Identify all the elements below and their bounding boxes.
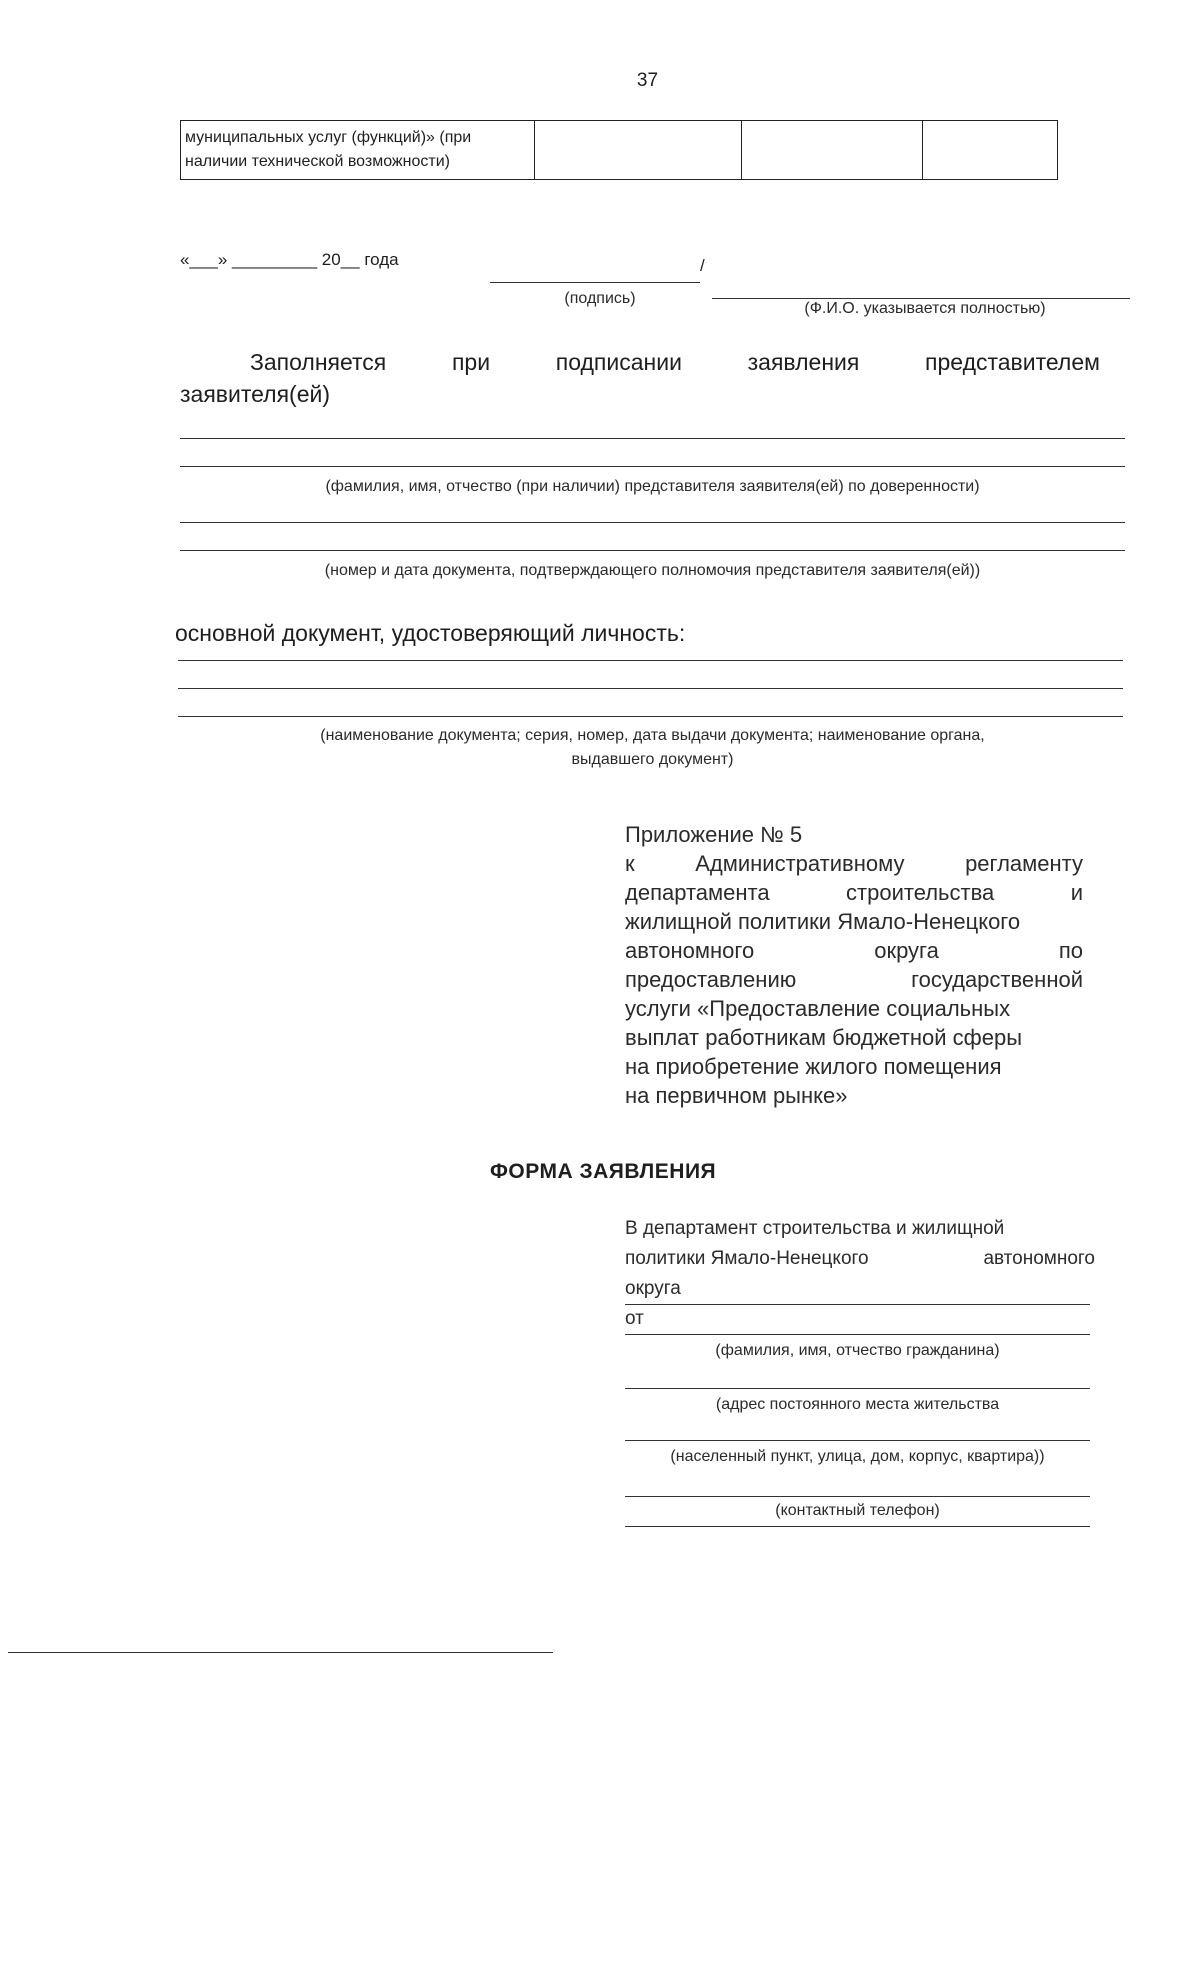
word: при: [451, 349, 491, 375]
table-fragment: [180, 120, 1058, 180]
word: Административному: [695, 851, 905, 876]
fill-line: [625, 1440, 1090, 1441]
annex-line: выплат работникам бюджетной сферы: [625, 1025, 1023, 1050]
addressee-line: [625, 1244, 1095, 1274]
id-doc-caption: [180, 724, 1125, 772]
fill-line: [178, 716, 1123, 717]
fio-line: [712, 298, 1130, 299]
word: политики Ямало-Ненецкого: [625, 1248, 869, 1269]
representative-intro-line2: заявителя(ей): [180, 381, 330, 407]
name-caption: (фамилия, имя, отчество гражданина): [715, 1342, 1000, 1359]
address-caption: (адрес постоянного места жительства: [715, 1396, 1000, 1413]
settlement-caption: (населенный пункт, улица, дом, корпус, квартира)): [670, 1448, 1045, 1465]
phone-caption: (контактный телефон): [775, 1502, 940, 1519]
annex-line: жилищной политики Ямало-Ненецкого: [625, 909, 1021, 934]
addressee-line: округа: [625, 1278, 681, 1299]
word: подписании: [555, 349, 682, 375]
fill-line: [178, 688, 1123, 689]
annex-line: [625, 878, 1083, 907]
addressee-from: от: [625, 1308, 644, 1329]
fill-line: [180, 438, 1125, 439]
id-doc-caption-line1: (наименование документа; серия, номер, дата выдачи документа; наименование органа,: [320, 727, 985, 744]
basic-doc-label: основной документ, удостоверяющий личность:: [175, 620, 686, 646]
fill-line: [625, 1304, 1090, 1305]
signature-caption: (подпись): [564, 290, 636, 307]
word: и: [1070, 880, 1083, 905]
addressee-block: [625, 1214, 1095, 1334]
table-cell-description: [181, 121, 535, 180]
annex-line: на первичном рынке»: [625, 1083, 848, 1108]
signature-line: [490, 282, 700, 283]
table-cell-empty: [923, 121, 1058, 180]
representative-intro: [180, 346, 1100, 410]
annex-block: [625, 820, 1083, 1110]
fill-line: [178, 660, 1123, 661]
word: автономного: [983, 1248, 1095, 1269]
word: к: [625, 851, 635, 876]
word: заявления: [747, 349, 860, 375]
table-row: [181, 121, 1058, 180]
fill-line: [625, 1334, 1090, 1335]
fio-caption: (Ф.И.О. указывается полностью): [804, 300, 1046, 317]
word: государственной: [911, 967, 1083, 992]
page-number: 37: [636, 70, 659, 91]
fill-line: [625, 1496, 1090, 1497]
word: представителем: [925, 349, 1100, 375]
word: автономного: [625, 938, 755, 963]
word: округа: [874, 938, 939, 963]
word: регламенту: [965, 851, 1083, 876]
table-cell-empty: [535, 121, 742, 180]
word: предоставлению: [625, 967, 797, 992]
date-line: «___» _________ 20__ года: [180, 250, 399, 269]
word: строительства: [846, 880, 995, 905]
table-cell-line: наличии технической возможности): [185, 153, 450, 170]
rep-doc-caption: (номер и дата документа, подтверждающего полномочия представителя заявителя(ей)): [324, 562, 981, 579]
annex-title: Приложение № 5: [625, 822, 803, 847]
fill-line: [625, 1526, 1090, 1527]
fill-line: [180, 550, 1125, 551]
annex-line: [625, 965, 1083, 994]
slash-separator: /: [700, 256, 705, 275]
annex-line: [625, 936, 1083, 965]
word: департамента: [625, 880, 770, 905]
table-cell-empty: [742, 121, 923, 180]
representative-intro-line: [180, 346, 1100, 378]
annex-line: на приобретение жилого помещения: [625, 1054, 1002, 1079]
rep-name-caption: (фамилия, имя, отчество (при наличии) представителя заявителя(ей) по доверенности): [325, 478, 980, 495]
table-cell-line: муниципальных услуг (функций)» (при: [185, 129, 472, 146]
fill-line: [180, 522, 1125, 523]
form-title: ФОРМА ЗАЯВЛЕНИЯ: [490, 1160, 717, 1183]
word: Заполняется: [250, 349, 387, 375]
annex-line: [625, 849, 1083, 878]
id-doc-caption-line2: выдавшего документ): [571, 751, 734, 768]
addressee-line: В департамент строительства и жилищной: [625, 1218, 1005, 1239]
annex-line: услуги «Предоставление социальных: [625, 996, 1011, 1021]
footnote-separator: [8, 1652, 553, 1653]
fill-line: [180, 466, 1125, 467]
fill-line: [625, 1388, 1090, 1389]
word: по: [1058, 938, 1083, 963]
